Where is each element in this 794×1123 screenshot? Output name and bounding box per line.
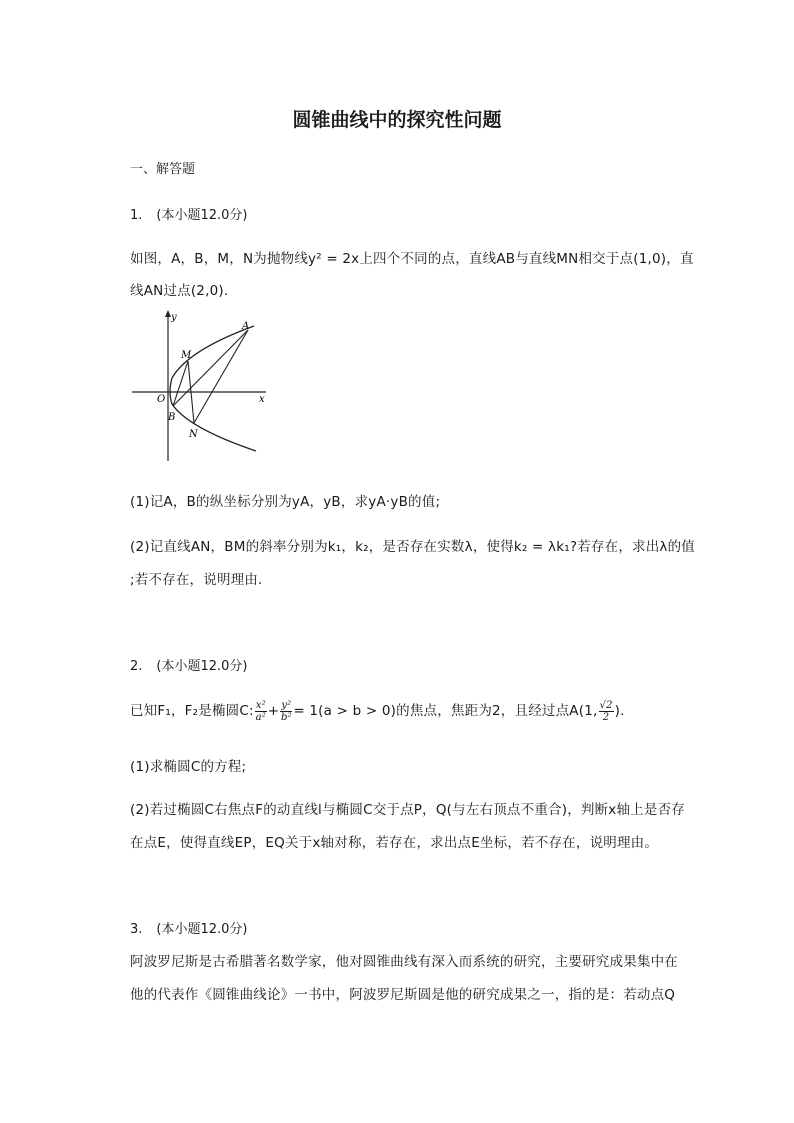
q3-stem-line2: 他的代表作《圆锥曲线论》一书中，阿波罗尼斯圆是他的研究成果之一，指的是：若动点Q (130, 987, 676, 1003)
question-score: (本小题12.0分) (156, 208, 248, 223)
q1-part1: (1)记A，B的纵坐标分别为yA，yB，求yA·yB的值; (130, 494, 441, 510)
q1-part2-line1: (2)记直线AN，BM的斜率分别为k₁，k₂，是否存在实数λ，使得k₂ = λk₁?若存在，求出λ的值 (130, 539, 696, 555)
q2-stem-part-b: = 1(a > b > 0)的焦点，焦距为2，且经过点A(1, (293, 703, 598, 719)
parabola-figure (128, 306, 278, 466)
label-O: O (157, 394, 166, 405)
question-score: (本小题12.0分) (156, 922, 248, 937)
fraction-y2-b2: $\frac{\text{y²}}{\text{b²}}$ (280, 699, 292, 723)
question-number: 2. (130, 659, 143, 674)
q3-stem-line1: 阿波罗尼斯是古希腊著名数学家，他对圆锥曲线有深入而系统的研究，主要研究成果集中在 (130, 954, 678, 970)
q2-part2-line1: (2)若过椭圆C右焦点F的动直线l与椭圆C交于点P，Q(与左右顶点不重合)，判断x轴上是否存 (130, 802, 685, 818)
plus-sign: + (267, 703, 280, 719)
section-heading: 一、解答题 (130, 162, 196, 177)
question-3-header (130, 918, 248, 937)
q2-stem-part-c: ). (614, 703, 625, 719)
label-M: M (181, 350, 192, 361)
question-number: 3. (130, 922, 143, 937)
question-1-header (130, 204, 248, 223)
label-N: N (189, 429, 198, 440)
fraction-sqrt2-2: $\frac{√2}{2}$ (599, 699, 613, 723)
label-A: A (242, 321, 250, 332)
parabola-curve (170, 326, 256, 451)
q1-stem-line1: 如图，A，B，M，N为抛物线y² = 2x上四个不同的点，直线AB与直线MN相交于点(1,0)，直 (130, 251, 694, 267)
question-score: (本小题12.0分) (156, 659, 248, 674)
fraction-x2-a2: $\frac{\text{x²}}{\text{a²}}$ (255, 699, 266, 723)
q2-part1: (1)求椭圆C的方程; (130, 759, 247, 775)
question-number: 1. (130, 208, 143, 223)
q2-stem-line1 (130, 699, 625, 723)
label-B: B (168, 412, 176, 423)
q2-stem-part-a: 已知F₁，F₂是椭圆C: (130, 703, 254, 719)
q1-part2-line2: ;若不存在，说明理由. (130, 572, 263, 588)
label-x: x (259, 394, 265, 405)
q2-part2-line2: 在点E，使得直线EP，EQ关于x轴对称，若存在，求出点E坐标，若不存在，说明理由。 (130, 835, 659, 851)
label-y: y (171, 312, 177, 323)
page-title: 圆锥曲线中的探究性问题 (292, 109, 502, 131)
q1-stem-line2: 线AN过点(2,0). (130, 283, 229, 299)
question-2-header (130, 655, 248, 674)
